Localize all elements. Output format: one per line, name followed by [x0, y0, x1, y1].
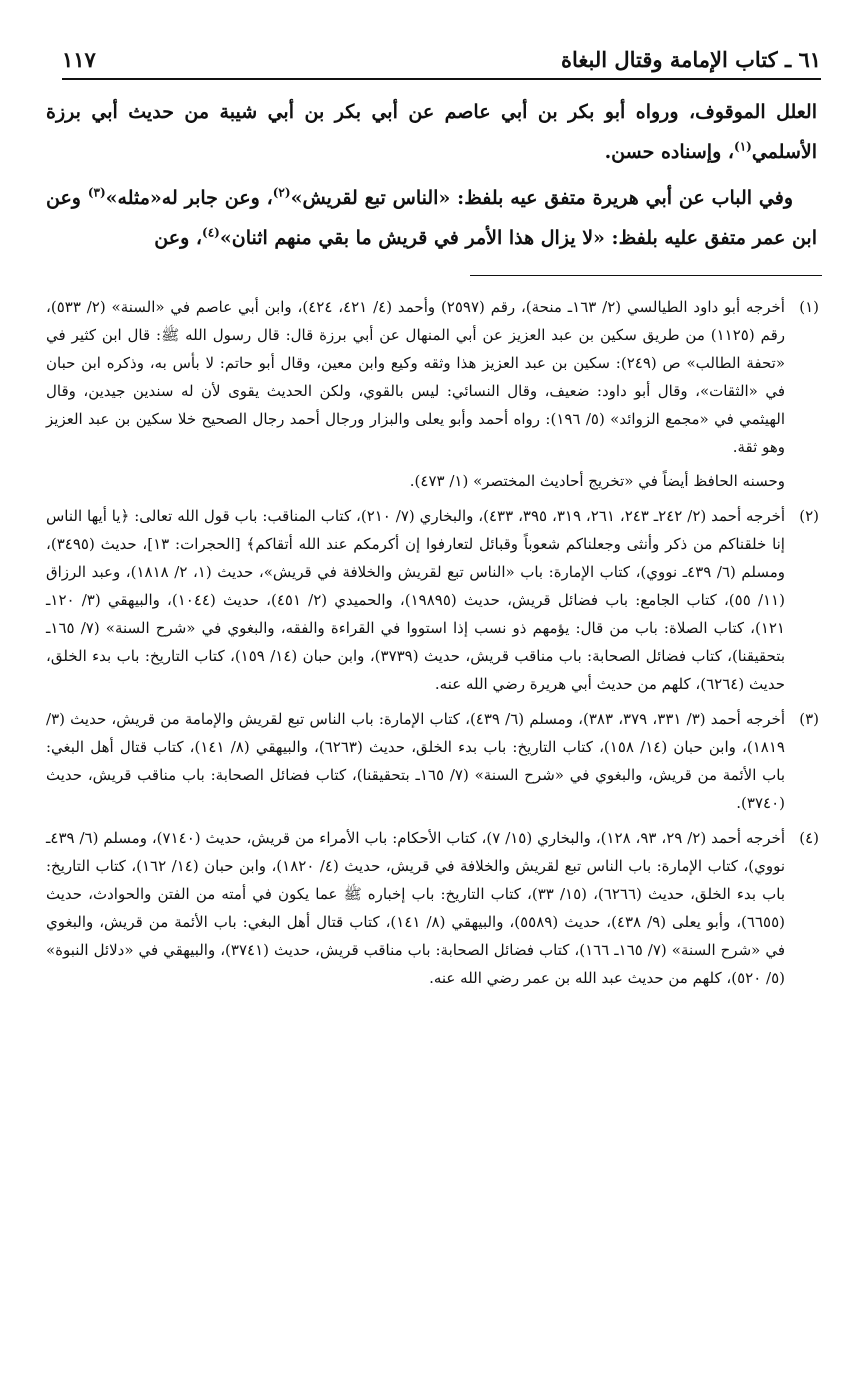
footnote-text: أخرجه أحمد (٢/ ٢٤٢ـ ٢٤٣، ٢٦١، ٣١٩، ٣٩٥، ٤٣٣)، والبخاري (٧/ ٢١٠)، كتاب المناقب: باب قول الله تعالى: ﴿يا أيها الناس إنا خلقناكم من ذكر وأنثى وجعلناكم شعوباً وقبائل لتعارفوا إن أكرمكم عند الله أتقاكم﴾ [الحجرات: ١٣]، حديث (٣٤٩٥)، ومسلم (٦/ ٤٣٩ـ نووي)، كتاب الإمارة: باب «الناس تبع لقريش والخلافة في قريش»، حديث (١، ٢/ ١٨١٨)، وعبد الرزاق (١١/ ٥٥)، كتاب الجامع: باب فضائل قريش، حديث (١٩٨٩٥)، والحميدي (٢/ ٤٥١)، حديث (١٠٤٤)، والبيهقي (٣/ ١٢٠ـ ١٢١)، كتاب الصلاة: باب من قال: يؤمهم ذو نسب إذا استووا في القراءة والفقه، والبغوي في «شرح السنة» (٧/ ١٦٥ـ بتحقيقنا)، كتاب فضائل الصحابة: باب مناقب قريش، حديث (٣٧٣٩)، وابن حبان (١٤/ ١٥٩)، كتاب التاريخ: باب بدء الخلق، حديث (٦٢٦٤)، كلهم من حديث أبي هريرة رضي الله عنه.	[46, 507, 786, 693]
main-paragraph-2	[46, 178, 817, 258]
main-text-span: ، وعن جابر له«مثله»	[105, 187, 273, 209]
main-text-span: العلل الموقوف، ورواه أبو بكر بن أبي عاصم عن أبي بكر بن أبي شيبة من حديث أبي برزة الأسلمي	[46, 101, 817, 163]
footnote-1	[46, 293, 819, 495]
footnote-ref-2: (٢)	[272, 185, 291, 200]
footnote-body	[46, 705, 785, 817]
header-rule	[62, 78, 821, 80]
footnote-2	[46, 502, 819, 698]
footnote-text: أخرجه أحمد (٢/ ٢٩، ٩٣، ١٢٨)، والبخاري (١٥/ ٧)، كتاب الأحكام: باب الأمراء من قريش، حديث (٧١٤٠)، ومسلم (٦/ ٤٣٩ـ نووي)، كتاب الإمارة: باب الناس تبع لقريش والخلافة في قريش، حديث (٤/ ١٨٢٠)، وابن حبان (١٤/ ١٦٢)، كتاب التاريخ: باب بدء الخلق، حديث (٦٢٦٦)، (١٥/ ٣٣)، كتاب التاريخ: باب إخباره ﷺ عما يكون في أمته من الفتن والحوادث، حديث (٦٦٥٥)، وأبو يعلى (٩/ ٤٣٨)، حديث (٥٥٨٩)، والبيهقي (٨/ ١٤١)، كتاب قتال أهل البغي: باب الأئمة من قريش، والبغوي في «شرح السنة» (٧/ ١٦٥ـ ١٦٦)، كتاب فضائل الصحابة: باب مناقب قريش، حديث (٣٧٤١)، والبيهقي في «دلائل النبوة» (٥/ ٥٢٠)، كلهم من حديث عبد الله بن عمر رضي الله عنه.	[46, 829, 786, 987]
footnote-text: أخرجه أحمد (٣/ ٣٣١، ٣٧٩، ٣٨٣)، ومسلم (٦/ ٤٣٩)، كتاب الإمارة: باب الناس تبع لقريش والإمامة من قريش، حديث (٣/ ١٨١٩)، وابن حبان (١٤/ ١٥٨)، كتاب التاريخ: باب بدء الخلق، حديث (٦٢٦٣)، والبيهقي (٨/ ١٤١)، كتاب قتال أهل البغي: باب الأئمة من قريش، والبغوي في «شرح السنة» (٧/ ١٦٥ـ بتحقيقنا)، كتاب فضائل الصحابة: باب مناقب قريش، حديث (٣٧٤٠).	[46, 710, 786, 812]
footnote-text: أخرجه أبو داود الطيالسي (٢/ ١٦٣ـ منحة)، رقم (٢٥٩٧) وأحمد (٤/ ٤٢١، ٤٢٤)، وابن أبي عاصم في «السنة» (٢/ ٥٣٣)، رقم (١١٢٥) من طريق سكين بن عبد العزيز عن أبي المنهال عن أبي برزة قال: قال رسول الله ﷺ: قال ابن كثير في «تحفة الطالب» ص (٢٤٩): سكين بن عبد العزيز هذا وثقه وكيع وابن معين، وقال أبو حاتم: لا بأس به، وذكره ابن حبان في «الثقات»، وقال أبو داود: ضعيف، وقال النسائي: ليس بالقوي، ولكن الحديث يقوى لأن له سندين جيدين، وقال الهيثمي في «مجمع الزوائد» (٥/ ١٩٦): رواه أحمد وأبو يعلى والبزار ورجال أحمد رجال الصحيح خلا سكين بن عبد العزيز وهو ثقة.	[46, 298, 786, 456]
running-title: ٦١ ـ كتاب الإمامة وقتال البغاة	[560, 46, 821, 72]
main-text	[46, 92, 817, 264]
footnote-ref-4: (٤)	[202, 225, 220, 240]
footnotes	[46, 293, 819, 992]
footnote-extra-text: وحسنه الحافظ أيضاً في «تخريج أحاديث المختصر» (١/ ٤٧٣).	[409, 472, 785, 490]
main-text-span: وعن ابن عمر متفق عليه بلفظ: «لا يزال هذا الأمر في قريش ما بقي منهم اثنان»	[46, 187, 817, 249]
footnote-number: (٤)	[799, 829, 819, 847]
footnote-number: (١)	[799, 298, 819, 316]
main-text-span: ، وإسناده حسن.	[604, 141, 735, 163]
footnote-body	[46, 502, 785, 698]
footnotes-separator	[470, 275, 822, 276]
running-header	[62, 44, 821, 74]
footnote-number: (٢)	[799, 507, 819, 525]
footnote-body	[46, 293, 785, 495]
main-text-span: ، وعن	[154, 227, 203, 249]
footnote-3	[46, 705, 819, 817]
footnote-number: (٣)	[799, 710, 819, 728]
main-paragraph-1	[46, 92, 817, 172]
footnote-ref-1: (١)	[734, 139, 752, 154]
footnote-ref-3: (٣)	[87, 185, 106, 200]
main-text-span: وفي الباب عن أبي هريرة متفق عيه بلفظ: «الناس تبع لقريش»	[290, 187, 793, 209]
page-number: ١١٧	[62, 46, 96, 72]
footnote-4	[46, 824, 819, 992]
footnote-body	[46, 824, 785, 992]
